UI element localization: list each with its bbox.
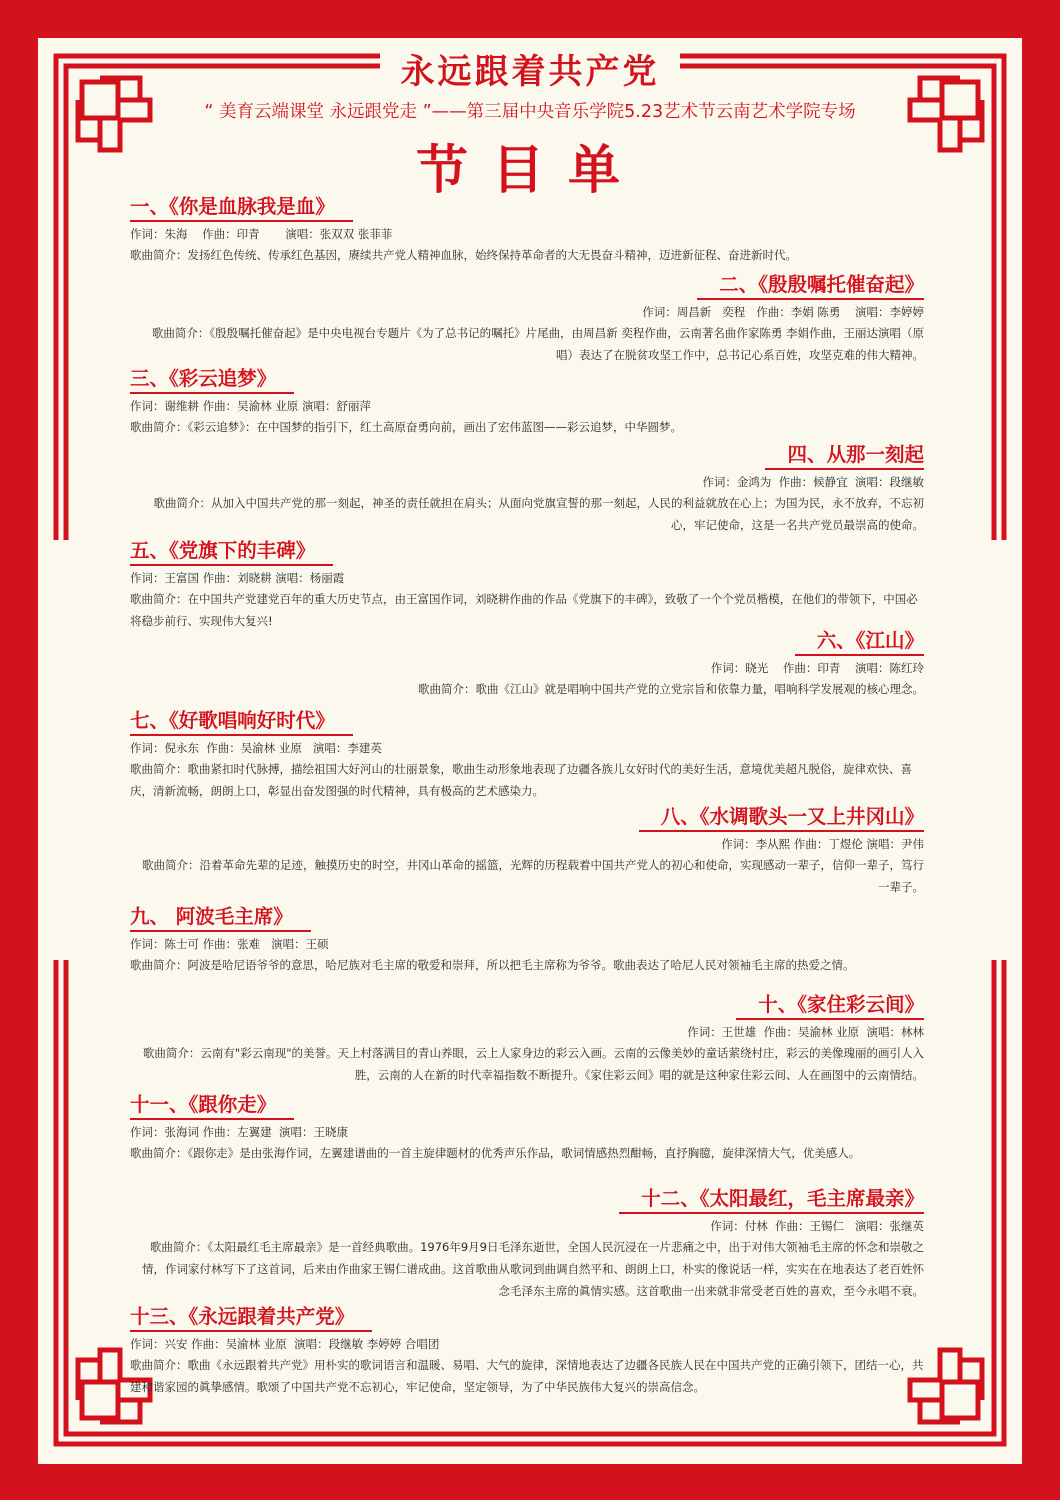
song-title: 七、《好歌唱响好时代》 xyxy=(130,708,353,736)
song-item xyxy=(130,1092,924,1164)
song-credits: 作词：谢维耕 作曲：吴渝林 业原 演唱：舒丽萍 xyxy=(130,399,371,413)
song-credits: 作词：陈士可 作曲：张难 演唱：王硕 xyxy=(130,937,329,951)
song-description: 歌曲简介：《彩云追梦》：在中国梦的指引下，红土高原奋勇向前，画出了宏伟蓝图——彩云追梦，中华圆梦。 xyxy=(130,420,682,434)
song-credits: 作词：金鸿为 作曲：候静宜 演唱：段继敏 xyxy=(702,475,924,489)
poster-subtitle: “ 美育云端课堂 永远跟党走 ”——第三届中央音乐学院5.23艺术节云南艺术学院专场 xyxy=(204,102,856,122)
song-description: 歌曲简介：《太阳最红毛主席最亲》是一首经典歌曲。1976年9月9日毛泽东逝世，全国人民沉浸在一片悲痛之中，出于对伟大领袖毛主席的怀念和崇敬之情，作词家付林写下了这首词，后来由作曲家王锡仁谱成曲。这首歌曲从歌词到曲调自然平和、朗朗上口，朴实的像说话一样，实实在在地表达了老百姓怀念毛泽东主席的眞情实感。这首歌曲一出来就非常受老百姓的喜欢，至今永唱不衰。 xyxy=(142,1240,924,1298)
song-credits: 作词：李从熙 作曲：丁煜伦 演唱：尹伟 xyxy=(721,837,924,851)
song-item xyxy=(130,1304,924,1398)
song-description: 歌曲简介：从加入中国共产党的那一刻起，神圣的责任就担在肩头；从面向党旗宣誓的那一刻起，人民的利益就放在心上；为国为民，永不放弃，不忘初心，牢记使命，这是一名共产党员最崇高的使命。 xyxy=(153,496,924,532)
song-description: 歌曲简介：歌曲《永远跟着共产党》用朴实的歌词语言和温暖、易唱、大气的旋律，深情地表达了边疆各民族人民在中国共产党的正确引领下，团结一心，共建和谐家园的眞挚感情。歌颂了中国共产党不忘初心，牢记使命，坚定领导，为了中华民族伟大复兴的崇高信念。 xyxy=(130,1358,924,1394)
song-item xyxy=(130,708,924,802)
song-item xyxy=(130,442,924,536)
song-description: 歌曲简介：在中国共产党建党百年的重大历史节点，由王富国作词，刘晓耕作曲的作品《党旗下的丰碑》，致敬了一个个党员楷模，在他们的带领下，中国必将稳步前行、实现伟大复兴! xyxy=(130,592,918,628)
song-description: 歌曲简介：阿波是哈尼语爷爷的意思，哈尼族对毛主席的敬爱和崇拜，所以把毛主席称为爷爷。歌曲表达了哈尼人民对领袖毛主席的热爱之情。 xyxy=(130,958,855,972)
song-item xyxy=(130,804,924,898)
song-title: 九、 阿波毛主席》 xyxy=(130,904,311,932)
song-description: 歌曲简介：云南有"彩云南现"的美誉。天上村落满目的青山养眼，云上人家身边的彩云入画。云南的云像美妙的童话萦绕村庄，彩云的美像瑰丽的画引人入胜，云南的人在新的时代幸福指数不断提升。《家住彩云间》唱的就是这种家住彩云间、人在画图中的云南情结。 xyxy=(142,1046,924,1082)
song-description: 歌曲简介：发扬红色传统、传承红色基因，赓续共产党人精神血脉，始终保持革命者的大无畏奋斗精神，迈进新征程、奋进新时代。 xyxy=(130,248,797,262)
song-title: 八、《水调歌头一又上井冈山》 xyxy=(639,804,924,832)
song-credits: 作词：付林 作曲：王锡仁 演唱：张继英 xyxy=(710,1219,924,1233)
song-title: 三、《彩云追梦》 xyxy=(130,366,294,394)
song-description: 歌曲简介：《跟你走》是由张海作词，左翼建谱曲的一首主旋律题材的优秀声乐作品，歌词情感热烈酣畅，直抒胸臆，旋律深情大气，优美感人。 xyxy=(130,1146,861,1160)
song-description: 歌曲简介：《殷殷嘱托催奋起》是中央电视台专题片《为了总书记的嘱托》片尾曲，由周昌新 奕程作曲，云南著名曲作家陈勇 李娟作曲，王丽达演唱（原唱）表达了在脱贫攻坚工作中，总书记心系百姓，攻坚克难的伟大精神。 xyxy=(151,326,924,362)
song-item xyxy=(130,628,924,700)
song-item xyxy=(130,992,924,1086)
poster-title: 永远跟着共产党 xyxy=(400,52,660,92)
song-item xyxy=(130,904,924,976)
song-credits: 作词：倪永东 作曲：吴渝林 业原 演唱：李建英 xyxy=(130,741,382,755)
song-credits: 作词：兴安 作曲：吴渝林 业原 演唱：段继敏 李婷婷 合唱团 xyxy=(130,1337,440,1351)
program-heading: 节目单 xyxy=(415,140,644,201)
song-item xyxy=(130,272,924,366)
song-item xyxy=(130,194,924,266)
song-title: 十二、《太阳最红，毛主席最亲》 xyxy=(619,1186,924,1214)
song-description: 歌曲简介：沿着革命先辈的足迹，触摸历史的时空，井冈山革命的摇篮，光辉的历程载着中国共产党人的初心和使命，实现感动一辈子，信仰一辈子，笃行一辈子。 xyxy=(142,858,924,894)
song-title: 十、《家住彩云间》 xyxy=(736,992,924,1020)
song-title: 一、《你是血脉我是血》 xyxy=(130,194,353,222)
song-description: 歌曲简介：歌曲《江山》就是唱响中国共产党的立党宗旨和依靠力量，唱响科学发展观的核心理念。 xyxy=(418,682,924,696)
song-credits: 作词：王富国 作曲：刘晓耕 演唱：杨丽霞 xyxy=(130,571,345,585)
song-item xyxy=(130,366,924,438)
song-item xyxy=(130,538,924,632)
song-title: 五、《党旗下的丰碑》 xyxy=(130,538,333,566)
song-title: 十一、《跟你走》 xyxy=(130,1092,294,1120)
song-credits: 作词：王世雄 作曲：吴渝林 业原 演唱：林林 xyxy=(687,1025,924,1039)
song-item xyxy=(130,1186,924,1302)
song-title: 四、从那一刻起 xyxy=(765,442,924,470)
song-credits: 作词：张海词 作曲：左翼建 演唱：王晓康 xyxy=(130,1125,348,1139)
song-title: 十三、《永远跟着共产党》 xyxy=(130,1304,372,1332)
song-title: 六、《江山》 xyxy=(795,628,924,656)
song-credits: 作词：周昌新 奕程 作曲：李娟 陈勇 演唱：李婷婷 xyxy=(642,305,924,319)
song-credits: 作词：朱海 作曲：印青 演唱：张双双 张菲菲 xyxy=(130,227,393,241)
song-title: 二、《殷殷嘱托催奋起》 xyxy=(697,272,924,300)
song-description: 歌曲简介：歌曲紧扣时代脉搏，描绘祖国大好河山的壮丽景象，歌曲生动形象地表现了边疆各族儿女好时代的美好生活，意境优美超凡脱俗，旋律欢快、喜庆，清新流畅，朗朗上口，彰显出奋发图强的时代精神，具有极高的艺术感染力。 xyxy=(130,762,912,798)
song-credits: 作词：晓光 作曲：印青 演唱：陈红玲 xyxy=(710,661,924,675)
